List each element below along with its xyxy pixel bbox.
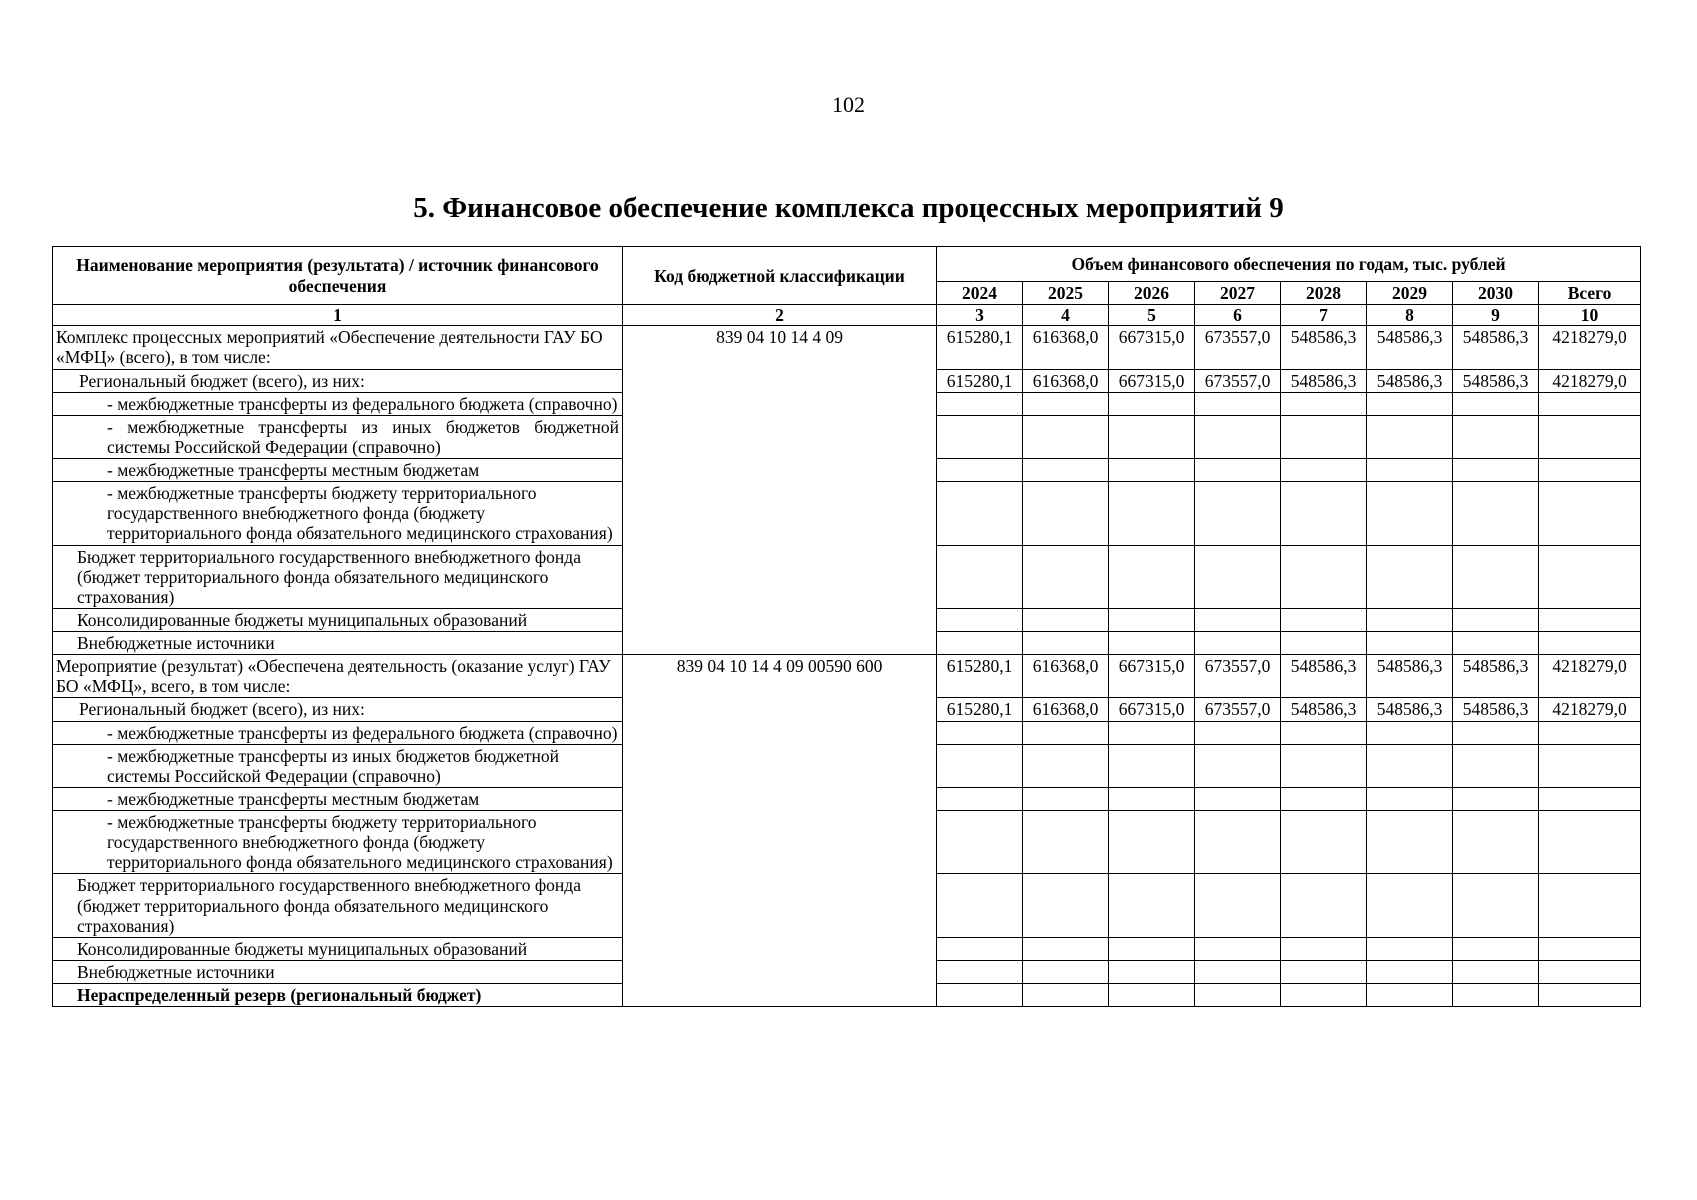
- value-year: [937, 632, 1023, 655]
- value-year: [937, 392, 1023, 415]
- value-year: 548586,3: [1281, 698, 1367, 721]
- table-row: [53, 326, 1641, 369]
- value-year: [1281, 545, 1367, 608]
- value-year: [1281, 787, 1367, 810]
- value-year: 548586,3: [1367, 369, 1453, 392]
- column-number: 3: [937, 305, 1023, 326]
- column-number: 6: [1195, 305, 1281, 326]
- value-year: 616368,0: [1023, 655, 1109, 698]
- value-year: [1109, 984, 1195, 1007]
- header-year: 2027: [1195, 282, 1281, 305]
- value-year: [1367, 721, 1453, 744]
- value-year: [1023, 545, 1109, 608]
- row-name: Региональный бюджет (всего), из них:: [53, 369, 623, 392]
- value-year: 548586,3: [1367, 326, 1453, 369]
- value-year: 548586,3: [1453, 369, 1539, 392]
- header-year: 2030: [1453, 282, 1539, 305]
- value-year: [937, 937, 1023, 960]
- value-year: [1023, 721, 1109, 744]
- value-year: [937, 545, 1023, 608]
- value-year: [1109, 874, 1195, 937]
- value-year: 548586,3: [1453, 326, 1539, 369]
- value-year: [1195, 632, 1281, 655]
- row-name: Внебюджетные источники: [53, 960, 623, 983]
- row-name: - межбюджетные трансферты из иных бюджетов бюджетной системы Российской Федерации (справочно): [53, 415, 623, 458]
- value-year: [1195, 608, 1281, 631]
- column-number: 5: [1109, 305, 1195, 326]
- column-number: 2: [623, 305, 937, 326]
- value-year: [1195, 392, 1281, 415]
- header-year: 2026: [1109, 282, 1195, 305]
- value-year: 673557,0: [1195, 326, 1281, 369]
- value-year: [1367, 415, 1453, 458]
- value-year: [1281, 811, 1367, 874]
- value-year: [1367, 874, 1453, 937]
- value-year: [1453, 960, 1539, 983]
- value-year: [1453, 392, 1539, 415]
- value-year: 667315,0: [1109, 655, 1195, 698]
- value-year: 667315,0: [1109, 326, 1195, 369]
- value-total: [1539, 392, 1641, 415]
- value-year: [1281, 608, 1367, 631]
- value-year: [1367, 392, 1453, 415]
- value-year: [1453, 545, 1539, 608]
- value-year: [1109, 545, 1195, 608]
- value-year: [1109, 744, 1195, 787]
- header-name: Наименование мероприятия (результата) / источник финансового обеспечения: [53, 247, 623, 305]
- value-year: 616368,0: [1023, 369, 1109, 392]
- value-year: [1023, 984, 1109, 1007]
- value-total: [1539, 545, 1641, 608]
- value-year: [1367, 984, 1453, 1007]
- value-year: [1195, 811, 1281, 874]
- value-year: [1453, 721, 1539, 744]
- financing-table: [52, 246, 1641, 1007]
- value-total: [1539, 787, 1641, 810]
- row-name: - межбюджетные трансферты местным бюджетам: [53, 787, 623, 810]
- value-year: [1195, 874, 1281, 937]
- value-total: 4218279,0: [1539, 655, 1641, 698]
- value-year: 548586,3: [1367, 698, 1453, 721]
- column-number: 7: [1281, 305, 1367, 326]
- value-year: [1023, 744, 1109, 787]
- value-year: [1281, 632, 1367, 655]
- header-volume: Объем финансового обеспечения по годам, тыс. рублей: [937, 247, 1641, 282]
- budget-code: 839 04 10 14 4 09 00590 600: [623, 655, 937, 1007]
- value-year: [1453, 744, 1539, 787]
- value-total: [1539, 415, 1641, 458]
- value-total: 4218279,0: [1539, 369, 1641, 392]
- header-year: 2025: [1023, 282, 1109, 305]
- value-year: [1367, 459, 1453, 482]
- row-name: Бюджет территориального государственного внебюджетного фонда (бюджет территориального фонда обязательного медицинского страхования): [53, 545, 623, 608]
- value-total: [1539, 608, 1641, 631]
- column-number: 4: [1023, 305, 1109, 326]
- value-year: [1367, 960, 1453, 983]
- header-year: 2024: [937, 282, 1023, 305]
- row-name: - межбюджетные трансферты из федерального бюджета (справочно): [53, 721, 623, 744]
- value-year: [1453, 937, 1539, 960]
- page-number: 102: [832, 92, 865, 117]
- column-number: 1: [53, 305, 623, 326]
- value-year: [1367, 744, 1453, 787]
- value-year: [1453, 482, 1539, 545]
- value-year: [1367, 811, 1453, 874]
- value-year: [1281, 459, 1367, 482]
- value-year: [1109, 721, 1195, 744]
- row-name: - межбюджетные трансферты из федерального бюджета (справочно): [53, 392, 623, 415]
- value-year: [937, 721, 1023, 744]
- value-year: 667315,0: [1109, 369, 1195, 392]
- value-total: [1539, 744, 1641, 787]
- value-year: [1109, 632, 1195, 655]
- value-year: [1453, 874, 1539, 937]
- value-year: 615280,1: [937, 326, 1023, 369]
- value-year: [1023, 392, 1109, 415]
- value-year: 548586,3: [1281, 326, 1367, 369]
- value-total: [1539, 874, 1641, 937]
- table-row: [53, 655, 1641, 698]
- column-number: 10: [1539, 305, 1641, 326]
- value-year: [1109, 960, 1195, 983]
- value-year: [1281, 482, 1367, 545]
- value-year: [1195, 937, 1281, 960]
- value-year: [1109, 937, 1195, 960]
- value-year: [1195, 545, 1281, 608]
- value-total: 4218279,0: [1539, 326, 1641, 369]
- value-year: [1281, 392, 1367, 415]
- value-year: 673557,0: [1195, 655, 1281, 698]
- row-name: - межбюджетные трансферты бюджету территориального государственного внебюджетного фонда (бюджету территориального фонда обязательного медицинского страхования): [53, 811, 623, 874]
- document-title: 5. Финансовое обеспечение комплекса процессных мероприятий 9: [413, 192, 1284, 224]
- value-total: [1539, 632, 1641, 655]
- budget-code: 839 04 10 14 4 09: [623, 326, 937, 655]
- value-year: 548586,3: [1453, 655, 1539, 698]
- value-year: [1195, 984, 1281, 1007]
- value-total: 4218279,0: [1539, 698, 1641, 721]
- value-year: [937, 482, 1023, 545]
- value-year: [1281, 415, 1367, 458]
- value-year: [1281, 744, 1367, 787]
- value-year: [1109, 415, 1195, 458]
- value-year: [1195, 482, 1281, 545]
- value-total: [1539, 811, 1641, 874]
- value-year: [937, 608, 1023, 631]
- row-name: - межбюджетные трансферты из иных бюджетов бюджетной системы Российской Федерации (справочно): [53, 744, 623, 787]
- value-year: 548586,3: [1281, 655, 1367, 698]
- value-year: [1109, 608, 1195, 631]
- value-year: [1281, 960, 1367, 983]
- value-year: 667315,0: [1109, 698, 1195, 721]
- row-name: Нераспределенный резерв (региональный бюджет): [53, 984, 623, 1007]
- value-year: [1023, 937, 1109, 960]
- value-year: [1109, 459, 1195, 482]
- value-year: [1281, 874, 1367, 937]
- header-code: Код бюджетной классификации: [623, 247, 937, 305]
- column-number: 8: [1367, 305, 1453, 326]
- value-year: [1023, 874, 1109, 937]
- value-year: 673557,0: [1195, 369, 1281, 392]
- row-name: Мероприятие (результат) «Обеспечена деятельность (оказание услуг) ГАУ БО «МФЦ», всего, в том числе:: [53, 655, 623, 698]
- value-year: [1195, 459, 1281, 482]
- value-year: 615280,1: [937, 698, 1023, 721]
- header-total: Всего: [1539, 282, 1641, 305]
- value-year: [1281, 984, 1367, 1007]
- budget-code: [937, 984, 1023, 1007]
- value-year: [1453, 459, 1539, 482]
- value-year: [937, 787, 1023, 810]
- value-year: [1539, 984, 1641, 1007]
- value-year: 673557,0: [1195, 698, 1281, 721]
- row-name: Консолидированные бюджеты муниципальных образований: [53, 608, 623, 631]
- value-year: [1367, 545, 1453, 608]
- value-total: [1539, 937, 1641, 960]
- value-year: [1023, 632, 1109, 655]
- value-year: [1023, 608, 1109, 631]
- row-name: Бюджет территориального государственного внебюджетного фонда (бюджет территориального фонда обязательного медицинского страхования): [53, 874, 623, 937]
- value-year: [1453, 787, 1539, 810]
- value-year: 615280,1: [937, 369, 1023, 392]
- value-year: [1109, 392, 1195, 415]
- value-year: [1023, 811, 1109, 874]
- value-year: [1109, 811, 1195, 874]
- value-year: [1195, 721, 1281, 744]
- value-year: [937, 874, 1023, 937]
- row-name: - межбюджетные трансферты бюджету территориального государственного внебюджетного фонда (бюджету территориального фонда обязательного медицинского страхования): [53, 482, 623, 545]
- value-year: 548586,3: [1281, 369, 1367, 392]
- value-year: [1281, 721, 1367, 744]
- value-year: [937, 744, 1023, 787]
- value-year: [1367, 608, 1453, 631]
- value-year: [1023, 960, 1109, 983]
- value-year: [1109, 482, 1195, 545]
- header-year: 2029: [1367, 282, 1453, 305]
- column-number: 9: [1453, 305, 1539, 326]
- value-year: [1453, 632, 1539, 655]
- value-year: [937, 415, 1023, 458]
- value-year: [1453, 608, 1539, 631]
- row-name: - межбюджетные трансферты местным бюджетам: [53, 459, 623, 482]
- value-year: [1367, 937, 1453, 960]
- value-year: [1195, 415, 1281, 458]
- row-name: Региональный бюджет (всего), из них:: [53, 698, 623, 721]
- header-year: 2028: [1281, 282, 1367, 305]
- value-year: [1195, 960, 1281, 983]
- value-total: [1539, 721, 1641, 744]
- value-year: 616368,0: [1023, 326, 1109, 369]
- value-year: 615280,1: [937, 655, 1023, 698]
- row-name: Внебюджетные источники: [53, 632, 623, 655]
- value-year: [1453, 984, 1539, 1007]
- value-year: [1023, 415, 1109, 458]
- row-name: Комплекс процессных мероприятий «Обеспечение деятельности ГАУ БО «МФЦ» (всего), в том числе:: [53, 326, 623, 369]
- value-year: [1453, 811, 1539, 874]
- value-year: [937, 960, 1023, 983]
- value-year: [1023, 482, 1109, 545]
- value-year: [1367, 787, 1453, 810]
- value-total: [1539, 459, 1641, 482]
- value-year: [1109, 787, 1195, 810]
- value-year: [1281, 937, 1367, 960]
- value-year: 548586,3: [1367, 655, 1453, 698]
- value-total: [1539, 482, 1641, 545]
- value-year: 616368,0: [1023, 698, 1109, 721]
- value-year: [1195, 744, 1281, 787]
- value-year: [1453, 415, 1539, 458]
- value-year: [1195, 787, 1281, 810]
- value-year: 548586,3: [1453, 698, 1539, 721]
- value-year: [937, 811, 1023, 874]
- value-year: [937, 459, 1023, 482]
- row-name: Консолидированные бюджеты муниципальных образований: [53, 937, 623, 960]
- value-year: [1023, 787, 1109, 810]
- value-year: [1023, 459, 1109, 482]
- value-year: [1367, 632, 1453, 655]
- value-year: [1367, 482, 1453, 545]
- value-total: [1539, 960, 1641, 983]
